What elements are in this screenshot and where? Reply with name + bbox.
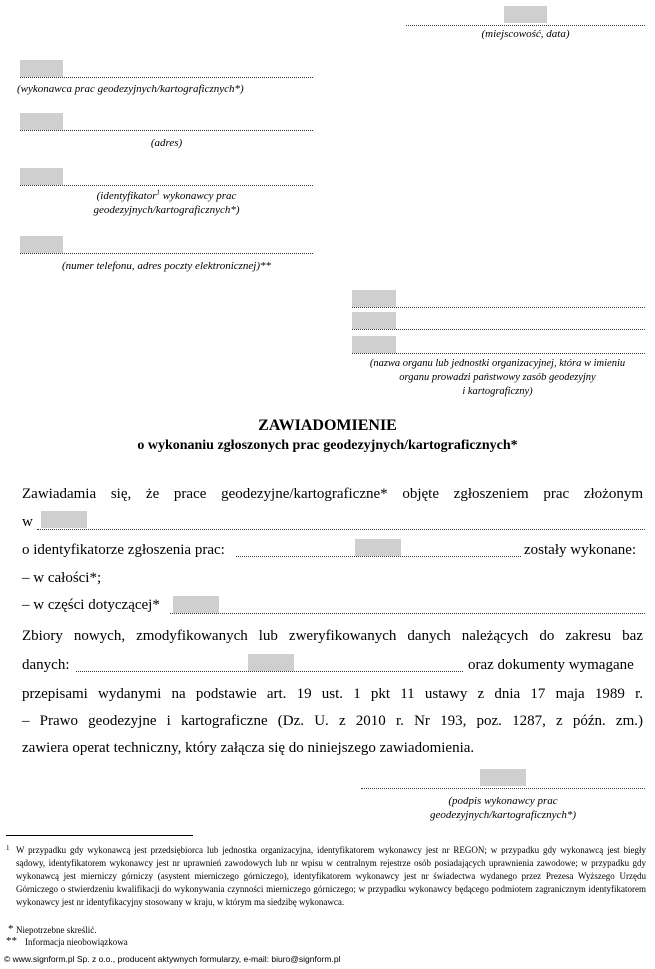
body-p2-suffix: zostały wykonane: [524, 542, 637, 558]
recipient-caption [345, 357, 650, 399]
contractor-identifier-input[interactable] [20, 168, 63, 185]
signature-line [361, 788, 645, 789]
partial-scope-input[interactable] [173, 596, 219, 613]
body-p3-line3: przepisami wydanymi na podstawie art. 19 ust. 1 pkt 11 ustawy z dnia 17 maja 1989 r. [22, 686, 643, 702]
submission-id-input[interactable] [355, 539, 401, 556]
body-p3-line1: Zbiory nowych, zmodyfikowanych lub zweryfikowanych danych należących do zakresu baz [22, 628, 643, 644]
contractor-contact-line [20, 253, 313, 254]
submission-id-line [236, 556, 521, 557]
contractor-name-input[interactable] [20, 60, 63, 77]
body-p1-line1: Zawiadamia się, że prace geodezyjne/kartograficzne* objęte zgłoszeniem prac złożonym [22, 486, 643, 502]
place-date-caption: (miejscowość, data) [481, 28, 570, 40]
body-p1-w: w [22, 514, 33, 530]
recipient-line1-input[interactable] [352, 290, 396, 307]
submission-place-line [37, 529, 645, 530]
contractor-address-line [20, 130, 313, 131]
footnote-2-mark: * [8, 923, 14, 935]
footnote-1-mark: 1 [6, 844, 10, 852]
option-whole: – w całości*; [22, 570, 102, 586]
recipient-caption-line2: organu prowadzi państwowy zasób geodezyjny [399, 372, 596, 383]
footer-text: © www.signform.pl Sp. z o.o., producent aktywnych formularzy, e-mail: biuro@signform.pl [4, 954, 341, 964]
document-title: ZAWIADOMIENIE [258, 417, 397, 434]
contractor-contact-caption: (numer telefonu, adres poczty elektronicznej)** [61, 260, 272, 272]
footnote-3-mark: ** [6, 935, 17, 947]
recipient-line2-input[interactable] [352, 312, 396, 329]
partial-scope-line [170, 613, 645, 614]
contractor-address-caption: (adres) [150, 137, 183, 149]
contractor-identifier-line [20, 185, 313, 186]
body-p3-line5: zawiera operat techniczny, który załącza się do niniejszego zawiadomienia. [22, 740, 475, 756]
recipient-caption-line3: i kartograficzny) [462, 386, 533, 397]
body-p3-prefix: danych: [22, 657, 70, 673]
body-p2-prefix: o identyfikatorze zgłoszenia prac: [22, 542, 225, 558]
submission-place-input[interactable] [41, 511, 87, 528]
recipient-line3 [352, 353, 645, 354]
footnote-separator [6, 835, 193, 836]
databases-input[interactable] [248, 654, 294, 671]
recipient-line1 [352, 307, 645, 308]
contractor-address-input[interactable] [20, 113, 63, 130]
footnote-1: W przypadku gdy wykonawcą jest przedsiębiorca lub jednostka organizacyjna, identyfikatorem wykonawcy jest nr REGON; w przypadku gdy wykonawcą jest biegły sądowy, identyfikatorem wykonawcy jest nr uprawnień zawodowych lub nr wpisu w centralnym rejestrze osób posiadających uprawnienia zawodowe; w przypadku gdy wykonawcą jest mierniczy górniczy (asystent mierniczego górniczego), identyfikatorem wykonawcy jest nr świadectwa wydanego przez Prezesa Wyższego Urzędu Górniczego o stwierdzeniu kwalifikacji do wykonywania czynności mierniczego górniczego; w przypadku wykonawcy będącego podmiotem zagranicznym identyfikatorem wykonawcy jest nr identyfikacyjny stosowany w kraju, w którym ma siedzibę wykonawca. [16, 845, 646, 907]
identifier-caption-part3: geodezyjnych/kartograficznych*) [93, 204, 240, 216]
recipient-line2 [352, 329, 645, 330]
footnote-3: Informacja nieobowiązkowa [25, 937, 128, 947]
contractor-name-caption: (wykonawca prac geodezyjnych/kartograficznych*) [17, 83, 244, 95]
body-p3-suffix: oraz dokumenty wymagane [468, 657, 634, 673]
databases-line [76, 671, 463, 672]
contractor-contact-input[interactable] [20, 236, 63, 253]
identifier-caption-part2: wykonawcy prac [162, 190, 237, 202]
recipient-line3-input[interactable] [352, 336, 396, 353]
document-subtitle: o wykonaniu zgłoszonych prac geodezyjnych/kartograficznych* [137, 438, 518, 453]
signature-caption [361, 794, 645, 822]
place-date-line [406, 25, 645, 26]
body-p3-line4: – Prawo geodezyjne i kartograficzne (Dz. U. z 2010 r. Nr 193, poz. 1287, z późn. zm.) [22, 713, 643, 729]
signature-caption-line1: (podpis wykonawcy prac [448, 795, 558, 807]
signature-caption-line2: geodezyjnych/kartograficznych*) [429, 809, 576, 821]
contractor-identifier-caption [20, 189, 313, 217]
recipient-caption-line1: (nazwa organu lub jednostki organizacyjnej, która w imieniu [369, 358, 626, 369]
footnote-ref-1: 1 [156, 188, 160, 197]
contractor-name-line [20, 77, 313, 78]
footnote-2: Niepotrzebne skreślić. [16, 925, 97, 935]
option-partial: – w części dotyczącej* [22, 597, 160, 613]
identifier-caption-part1: (identyfikator [96, 190, 157, 202]
signature-input[interactable] [480, 769, 526, 786]
place-date-input[interactable] [504, 6, 547, 23]
